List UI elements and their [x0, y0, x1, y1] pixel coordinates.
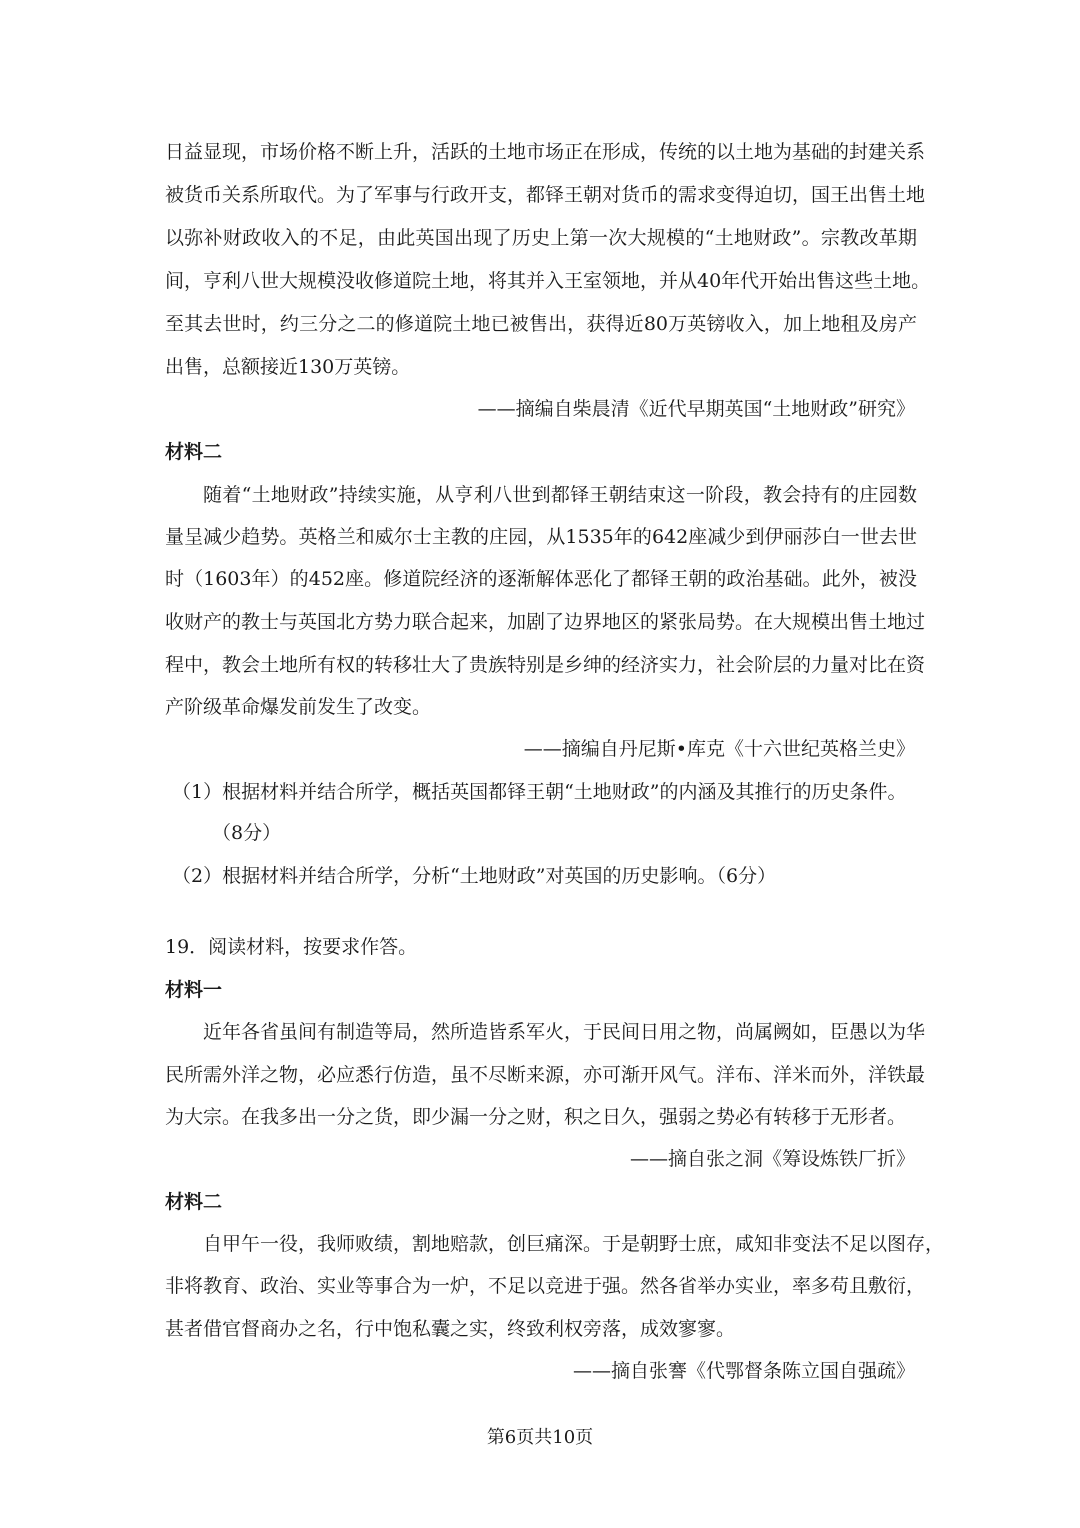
paragraph-line: 程中，教会土地所有权的转移壮大了贵族特别是乡绅的经济实力，社会阶层的力量对比在资 — [165, 654, 926, 676]
paragraph-line: 以弥补财政收入的不足，由此英国出现了历史上第一次大规模的“土地财政”。宗教改革期 — [165, 227, 917, 249]
question-1-score: （8分） — [212, 822, 282, 844]
paragraph-line: 时（1603年）的452座。修道院经济的逐渐解体恶化了都铎王朝的政治基础。此外，被没 — [165, 568, 917, 590]
section-heading: 材料一 — [165, 979, 223, 1001]
source-citation: ——摘编自柴晨清《近代早期英国“土地财政”研究》 — [477, 398, 915, 420]
paragraph-line: 收财产的教士与英国北方势力联合起来，加剧了边界地区的紧张局势。在大规模出售土地过 — [165, 611, 926, 633]
paragraph-line: 量呈减少趋势。英格兰和威尔士主教的庄园，从1535年的642座减少到伊丽莎白一世去世 — [165, 526, 917, 548]
paragraph-line: 非将教育、政治、实业等事合为一炉，不足以竞进于强。然各省举办实业，率多苟且敷衍， — [165, 1275, 926, 1297]
paragraph-line: 产阶级革命爆发前发生了改变。 — [165, 696, 432, 718]
paragraph-line: 为大宗。在我多出一分之货，即少漏一分之财，积之日久，强弱之势必有转移于无形者。 — [165, 1106, 907, 1128]
paragraph-line: 近年各省虽间有制造等局，然所造皆系军火，于民间日用之物，尚属阙如，臣愚以为华 — [203, 1021, 926, 1043]
paragraph-line: 出售，总额接近130万英镑。 — [165, 356, 411, 378]
paragraph-line: 自甲午一役，我师败绩，割地赔款，创巨痛深。于是朝野士庶，咸知非变法不足以图存， — [203, 1233, 945, 1255]
paragraph-line: 日益显现，市场价格不断上升，活跃的土地市场正在形成，传统的以土地为基础的封建关系 — [165, 141, 926, 163]
source-citation: ——摘自张之洞《筹设炼铁厂折》 — [629, 1148, 915, 1170]
source-citation: ——摘自张謇《代鄂督条陈立国自强疏》 — [572, 1360, 915, 1382]
paragraph-line: 甚者借官督商办之名，行中饱私囊之实，终致利权旁落，成效寥寥。 — [165, 1318, 736, 1340]
page-number: 第6页共10页 — [486, 1427, 594, 1448]
question-2: （2）根据材料并结合所学，分析“土地财政”对英国的历史影响。（6分） — [172, 865, 777, 887]
paragraph-line: 被货币关系所取代。为了军事与行政开支，都铎王朝对货币的需求变得迫切，国王出售土地 — [165, 184, 926, 206]
section-heading: 材料二 — [165, 441, 223, 463]
question-1: （1）根据材料并结合所学，概括英国都铎王朝“土地财政”的内涵及其推行的历史条件。 — [172, 781, 907, 803]
paragraph-line: 至其去世时，约三分之二的修道院土地已被售出，获得近80万英镑收入，加上地租及房产 — [165, 313, 917, 335]
paragraph-line: 随着“土地财政”持续实施，从亨利八世到都铎王朝结束这一阶段，教会持有的庄园数 — [203, 484, 917, 506]
source-citation: ——摘编自丹尼斯•库克《十六世纪英格兰史》 — [523, 738, 915, 760]
question-19: 19．阅读材料，按要求作答。 — [165, 936, 418, 958]
paragraph-line: 间，亨利八世大规模没收修道院土地，将其并入王室领地，并从40年代开始出售这些土地。 — [165, 270, 931, 292]
paragraph-line: 民所需外洋之物，必应悉行仿造，虽不尽断来源，亦可渐开风气。洋布、洋米而外，洋铁最 — [165, 1064, 926, 1086]
section-heading: 材料二 — [165, 1191, 223, 1213]
